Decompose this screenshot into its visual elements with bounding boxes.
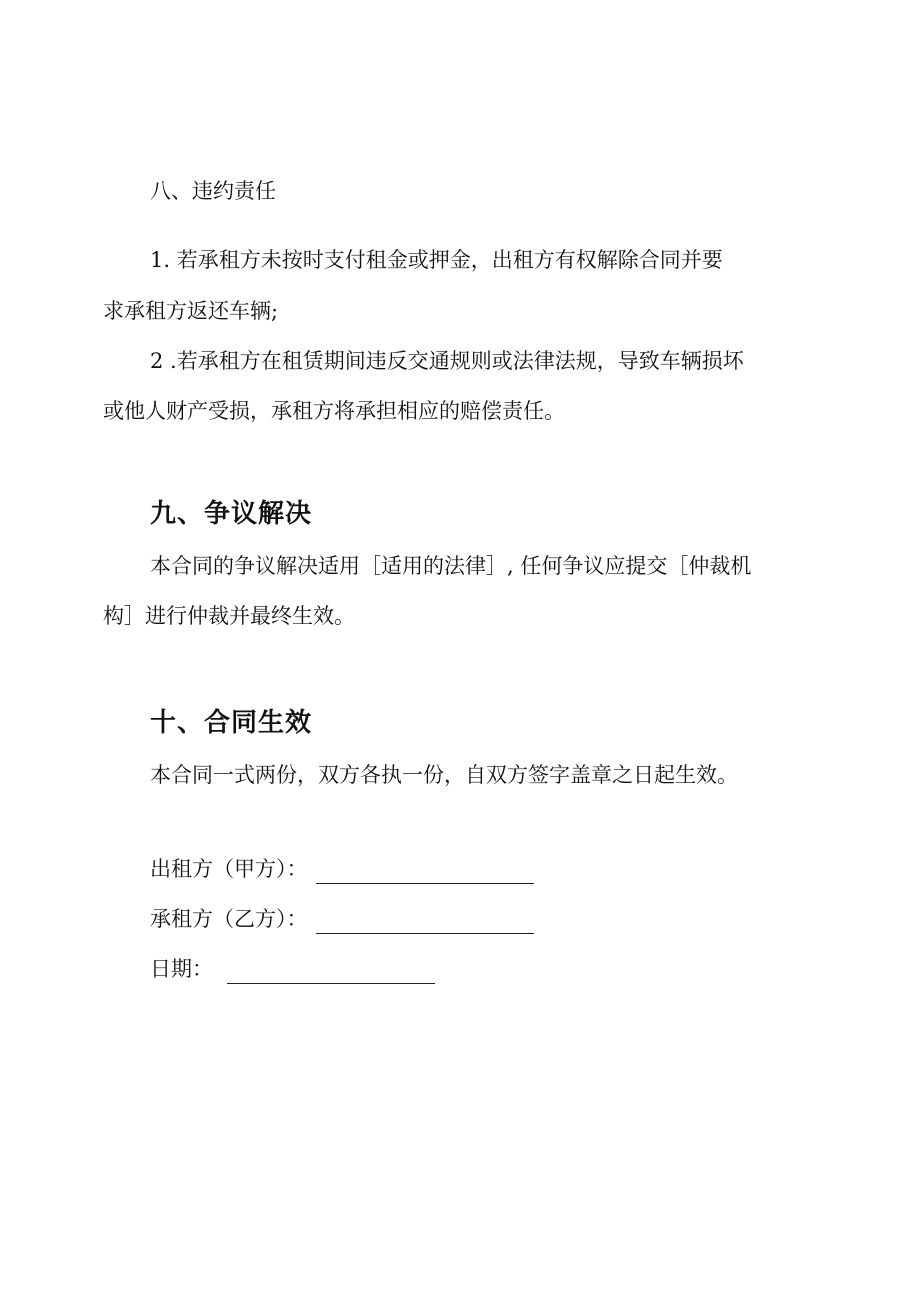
date-label: 日期： — [150, 957, 213, 981]
section-8-item-1-line-1: 1. 若承租方未按时支付租金或押金，出租方有权解除合同并要 — [150, 248, 723, 272]
section-9-body-line-2: 构］进行仲裁并最终生效。 — [103, 604, 355, 628]
section-8-item-2-line-1: 2 .若承租方在租赁期间违反交通规则或法律法规，导致车辆损坏 — [150, 349, 744, 373]
lessee-label: 承租方（乙方）： — [150, 907, 308, 931]
section-8-item-1-line-2: 求承租方返还车辆; — [103, 299, 279, 323]
lessor-signature-row — [150, 854, 534, 884]
lessee-signature-line[interactable] — [316, 909, 534, 934]
date-line[interactable] — [227, 959, 435, 984]
lessor-label: 出租方（甲方）： — [150, 857, 308, 881]
section-9-body-line-1: 本合同的争议解决适用［适用的法律］, 任何争议应提交［仲裁机 — [150, 554, 752, 578]
section-10-title: 十、合同生效 — [150, 708, 313, 738]
section-9-title: 九、争议解决 — [150, 499, 313, 529]
section-8-title: 八、违约责任 — [150, 179, 276, 203]
lessor-signature-line[interactable] — [316, 859, 534, 884]
section-10-body-line-1: 本合同一式两份，双方各执一份，自双方签字盖章之日起生效。 — [150, 763, 738, 787]
section-8-item-2-line-2: 或他人财产受损，承租方将承担相应的赔偿责任。 — [103, 399, 565, 423]
lessee-signature-row — [150, 904, 534, 934]
date-row — [150, 954, 435, 984]
